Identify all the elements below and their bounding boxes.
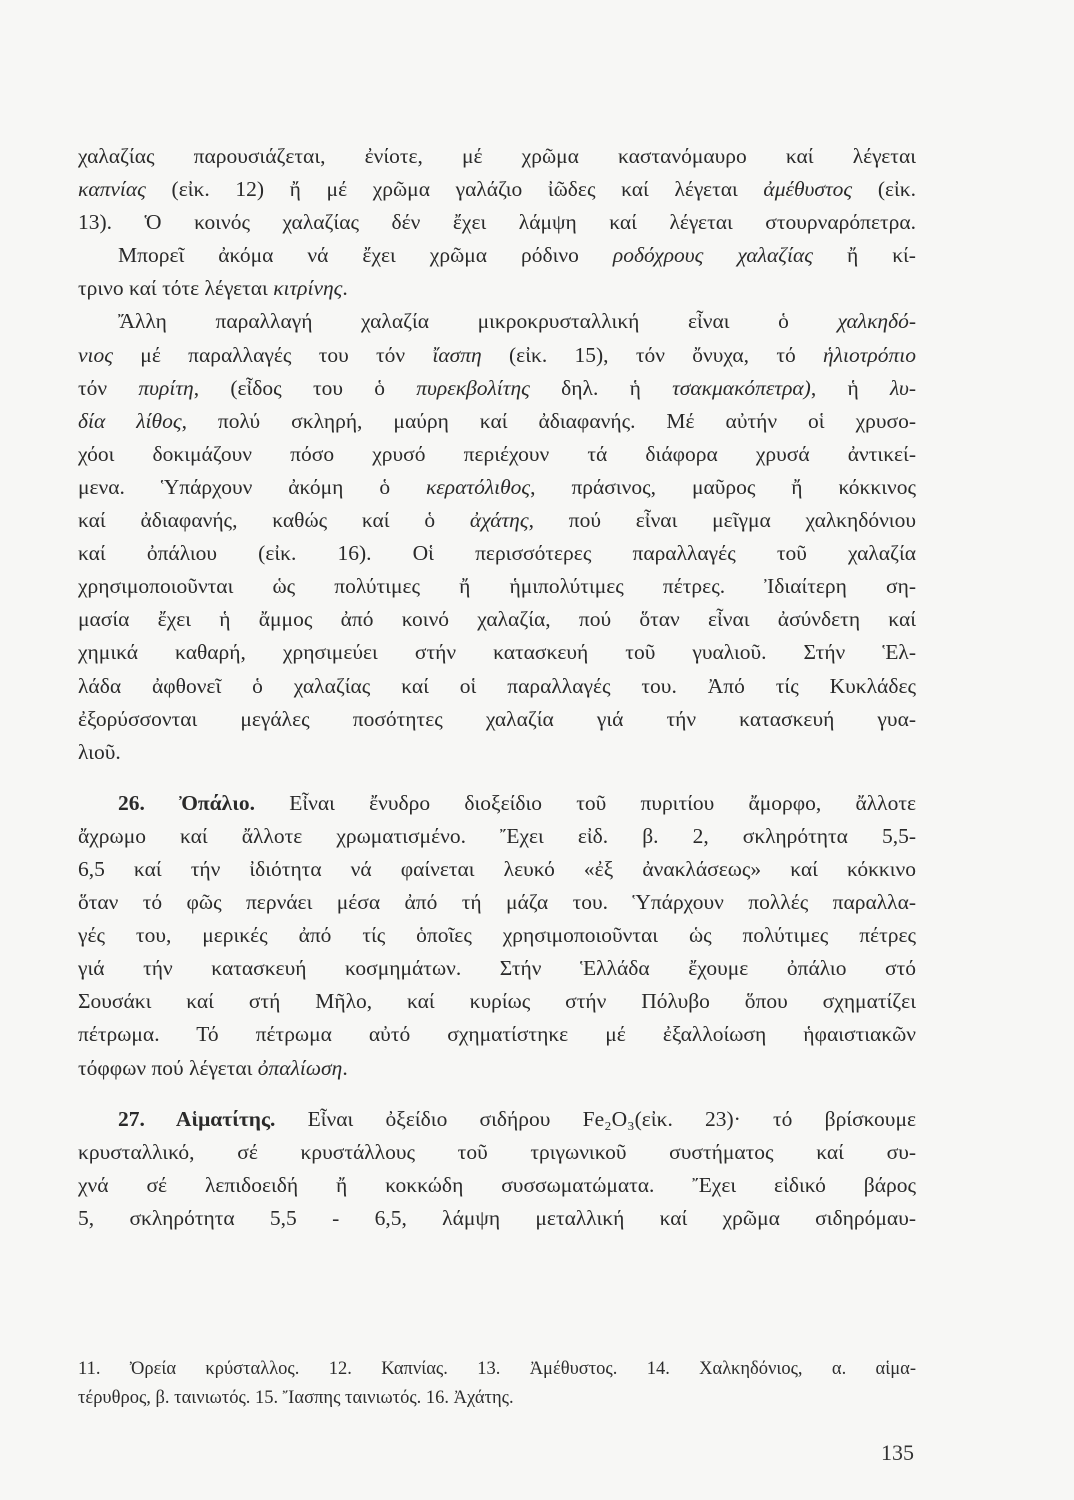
text-line: χνά σέ λεπιδοειδή ἤ κοκκώδη συσσωματώματα. Ἔχει εἰδικό βάρος xyxy=(78,1172,916,1197)
section-opal xyxy=(78,787,916,1085)
text-line: καπνίας (εἰκ. 12) ἤ μέ χρῶμα γαλάζιο ἰῶδες καί λέγεται ἀμέθυστος (εἰκ. xyxy=(78,177,916,202)
paragraph-chalcedony xyxy=(78,305,916,768)
section-title: Ὀπάλιο. xyxy=(179,790,256,815)
text-line: 5, σκληρότητα 5,5 - 6,5, λάμψη μεταλλική καί χρῶμα σιδηρόμαυ- xyxy=(78,1205,916,1230)
text-line: τόν πυρίτη, (εἶδος του ὁ πυρεκβολίτης δηλ. ἡ τσακμακόπετρα), ἡ λυ- xyxy=(78,375,916,400)
text-line: Σουσάκι καί στή Μῆλο, καί κυρίως στήν Πόλυβο ὅπου σχηματίζει xyxy=(78,989,916,1014)
text-line: καί ὀπάλιου (εἰκ. 16). Οἱ περισσότερες παραλλαγές τοῦ χαλαζία xyxy=(78,541,916,566)
text-line: ὅταν τό φῶς περνάει μέσα ἀπό τή μάζα του. Ὑπάρχουν πολλές παραλλα- xyxy=(78,890,916,915)
text-line: 6,5 καί τήν ἰδιότητα νά φαίνεται λευκό «ἐξ ἀνακλάσεως» καί κόκκινο xyxy=(78,856,916,881)
text-line: 13). Ὁ κοινός χαλαζίας δέν ἔχει λάμψη καί λέγεται στουρναρόπετρα. xyxy=(78,210,916,235)
text-line: Ἄλλη παραλλαγή χαλαζία μικροκρυσταλλική εἶναι ὁ χαλκηδό- xyxy=(118,309,916,334)
footnote-line: 11. Ὀρεία κρύσταλλος. 12. Καπνίας. 13. Ἀμέθυστος. 14. Χαλκηδόνιος, α. αἱμα- xyxy=(78,1359,916,1379)
section-number: 27. xyxy=(118,1106,176,1131)
text-line: 26. Ὀπάλιο. Εἶναι ἔνυδρο διοξείδιο τοῦ πυριτίου ἄμορφο, ἄλλοτε xyxy=(118,790,917,815)
text-line: γές του, μερικές ἀπό τίς ὁποῖες χρησιμοποιοῦνται ὡς πολύτιμες πέτρες xyxy=(78,923,916,948)
text-line: δία λίθος, πολύ σκληρή, μαύρη καί ἀδιαφανής. Μέ αὐτήν οἱ χρυσο- xyxy=(78,408,916,433)
text-line: λάδα ἀφθονεῖ ὁ χαλαζίας καί οἱ παραλλαγές του. Ἀπό τίς Κυκλάδες xyxy=(78,673,916,698)
text-line: μασία ἔχει ἡ ἄμμος ἀπό κοινό χαλαζία, πού ὅταν εἶναι ἀσύνδετη καί xyxy=(78,607,916,632)
text-line: ἐξορύσσονται μεγάλες ποσότητες χαλαζία γιά τήν κατασκευή γυα- xyxy=(78,706,916,731)
text-line: λιοῦ. xyxy=(78,739,121,764)
text-line: γιά τήν κατασκευή κοσμημάτων. Στήν Ἑλλάδα ἔχουμε ὀπάλιο στό xyxy=(78,956,916,981)
text-line: Μπορεῖ ἀκόμα νά ἔχει χρῶμα ρόδινο ροδόχρους χαλαζίας ἤ κί- xyxy=(118,243,916,268)
text-line: καί ἀδιαφανής, καθώς καί ὁ ἀχάτης, πού εἶναι μεῖγμα χαλκηδόνιου xyxy=(78,508,916,533)
section-number: 26. xyxy=(118,790,180,815)
text-line: χημικά καθαρή, χρησιμεύει στήν κατασκευή τοῦ γυαλιοῦ. Στήν Ἑλ- xyxy=(78,640,916,665)
footnote-line: τέρυθρος, β. ταινιωτός. 15. Ἴασπης ταινιωτός. 16. Ἀχάτης. xyxy=(78,1388,514,1408)
text-line: χαλαζίας παρουσιάζεται, ἐνίοτε, μέ χρῶμα καστανόμαυρο καί λέγεται xyxy=(78,144,916,168)
section-title: Αἱματίτης. xyxy=(175,1106,276,1131)
main-text xyxy=(78,140,916,1235)
text-line: μενα. Ὑπάρχουν ἀκόμη ὁ κερατόλιθος, πράσινος, μαῦρος ἤ κόκκινος xyxy=(78,474,916,499)
section-gap xyxy=(78,769,916,787)
text-line: τρινο καί τότε λέγεται κιτρίνης. xyxy=(78,276,348,301)
text-line: ἄχρωμο καί ἄλλοτε χρωματισμένο. Ἔχει εἰδ. β. 2, σκληρότητα 5,5- xyxy=(78,823,916,848)
text-line: τόφφων πού λέγεται ὀπαλίωση. xyxy=(78,1055,348,1080)
section-gap xyxy=(78,1085,916,1103)
page-number: 135 xyxy=(881,1440,914,1465)
paragraph-quartz-varieties xyxy=(78,140,916,305)
text-line: χόοι δοκιμάζουν πόσο χρυσό περιέχουν τά διάφορα χρυσά ἀντικεί- xyxy=(78,441,916,466)
text-line: νιος μέ παραλλαγές του τόν ἴασπη (εἰκ. 15), τόν ὄνυχα, τό ἡλιοτρόπιο xyxy=(78,342,916,367)
section-hematite xyxy=(78,1103,916,1235)
text-line: κρυσταλλικό, σέ κρυστάλλους τοῦ τριγωνικοῦ συστήματος καί συ- xyxy=(78,1139,916,1164)
text-line: πέτρωμα. Τό πέτρωμα αὐτό σχηματίστηκε μέ ἐξαλλοίωση ἡφαιστιακῶν xyxy=(78,1022,916,1047)
footnotes xyxy=(78,1355,916,1413)
text-line: χρησιμοποιοῦνται ὡς πολύτιμες ἤ ἡμιπολύτιμες πέτρες. Ἰδιαίτερη ση- xyxy=(78,574,916,599)
text-line: 27. Αἱματίτης. Εἶναι ὀξείδιο σιδήρου Fe₂O₃(εἰκ. 23)· τό βρίσκουμε xyxy=(118,1106,916,1131)
